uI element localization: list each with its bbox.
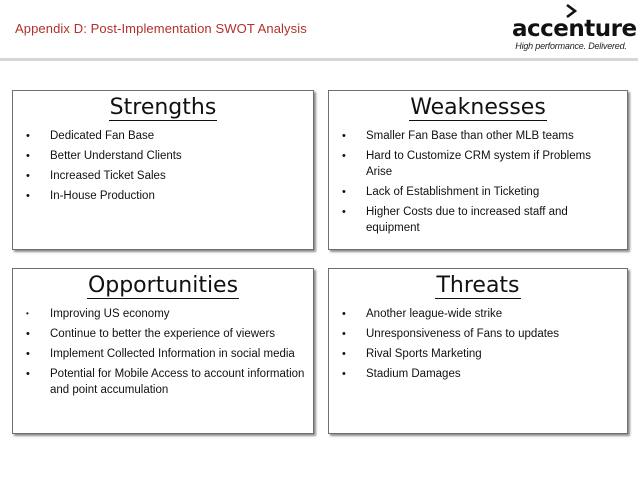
- list-item: • Implement Collected Information in social media: [26, 348, 295, 360]
- bullet-icon: •: [342, 150, 346, 162]
- threats-list: [329, 306, 627, 382]
- bullet-icon: •: [26, 368, 30, 380]
- list-item: • Rival Sports Marketing: [342, 348, 482, 360]
- list-item: • Higher Costs due to increased staff and equipment: [342, 206, 568, 234]
- bullet-icon: •: [26, 348, 30, 360]
- weaknesses-heading: Weaknesses: [410, 95, 546, 120]
- bullet-icon: •: [342, 206, 346, 218]
- list-item: • Dedicated Fan Base: [26, 130, 155, 142]
- list-item: • Improving US economy: [26, 308, 170, 320]
- accenture-logo: [512, 4, 637, 56]
- list-item: • Another league-wide strike: [342, 308, 503, 320]
- bullet-icon: •: [26, 309, 29, 318]
- bullet-icon: •: [342, 328, 346, 340]
- weaknesses-list: [329, 128, 627, 236]
- bullet-icon: •: [342, 130, 346, 142]
- bullet-icon: •: [26, 150, 30, 162]
- logo-wordmark: accenture: [512, 16, 637, 42]
- list-item: • Unresponsiveness of Fans to updates: [342, 328, 560, 340]
- list-item: • Potential for Mobile Access to account information and point accumulation: [26, 368, 305, 396]
- bullet-icon: •: [26, 328, 30, 340]
- bullet-icon: •: [342, 368, 346, 380]
- header-divider: [0, 58, 638, 61]
- bullet-icon: •: [342, 186, 346, 198]
- list-item: • Lack of Establishment in Ticketing: [342, 186, 540, 198]
- list-item: • In-House Production: [26, 190, 155, 202]
- logo-tagline: High performance. Delivered.: [515, 41, 627, 51]
- page-title: Appendix D: Post-Implementation SWOT Analysis: [15, 21, 307, 36]
- weaknesses-panel: [328, 90, 628, 250]
- opportunities-heading: Opportunities: [87, 273, 239, 298]
- bullet-icon: •: [342, 308, 346, 320]
- strengths-heading: Strengths: [109, 95, 217, 120]
- bullet-icon: •: [26, 190, 30, 202]
- list-item: • Increased Ticket Sales: [26, 170, 166, 182]
- strengths-list: [13, 128, 313, 204]
- list-item: • Continue to better the experience of viewers: [26, 328, 276, 340]
- opportunities-list: [13, 306, 313, 398]
- list-item: • Smaller Fan Base than other MLB teams: [342, 130, 574, 142]
- threats-heading: Threats: [436, 273, 520, 298]
- bullet-icon: •: [26, 130, 30, 142]
- bullet-icon: •: [26, 170, 30, 182]
- bullet-icon: •: [342, 348, 346, 360]
- opportunities-panel: [12, 268, 314, 434]
- threats-panel: [328, 268, 628, 434]
- list-item: • Hard to Customize CRM system if Problems Arise: [342, 150, 591, 178]
- list-item: • Stadium Damages: [342, 368, 461, 380]
- strengths-panel: [12, 90, 314, 250]
- list-item: • Better Understand Clients: [26, 150, 182, 162]
